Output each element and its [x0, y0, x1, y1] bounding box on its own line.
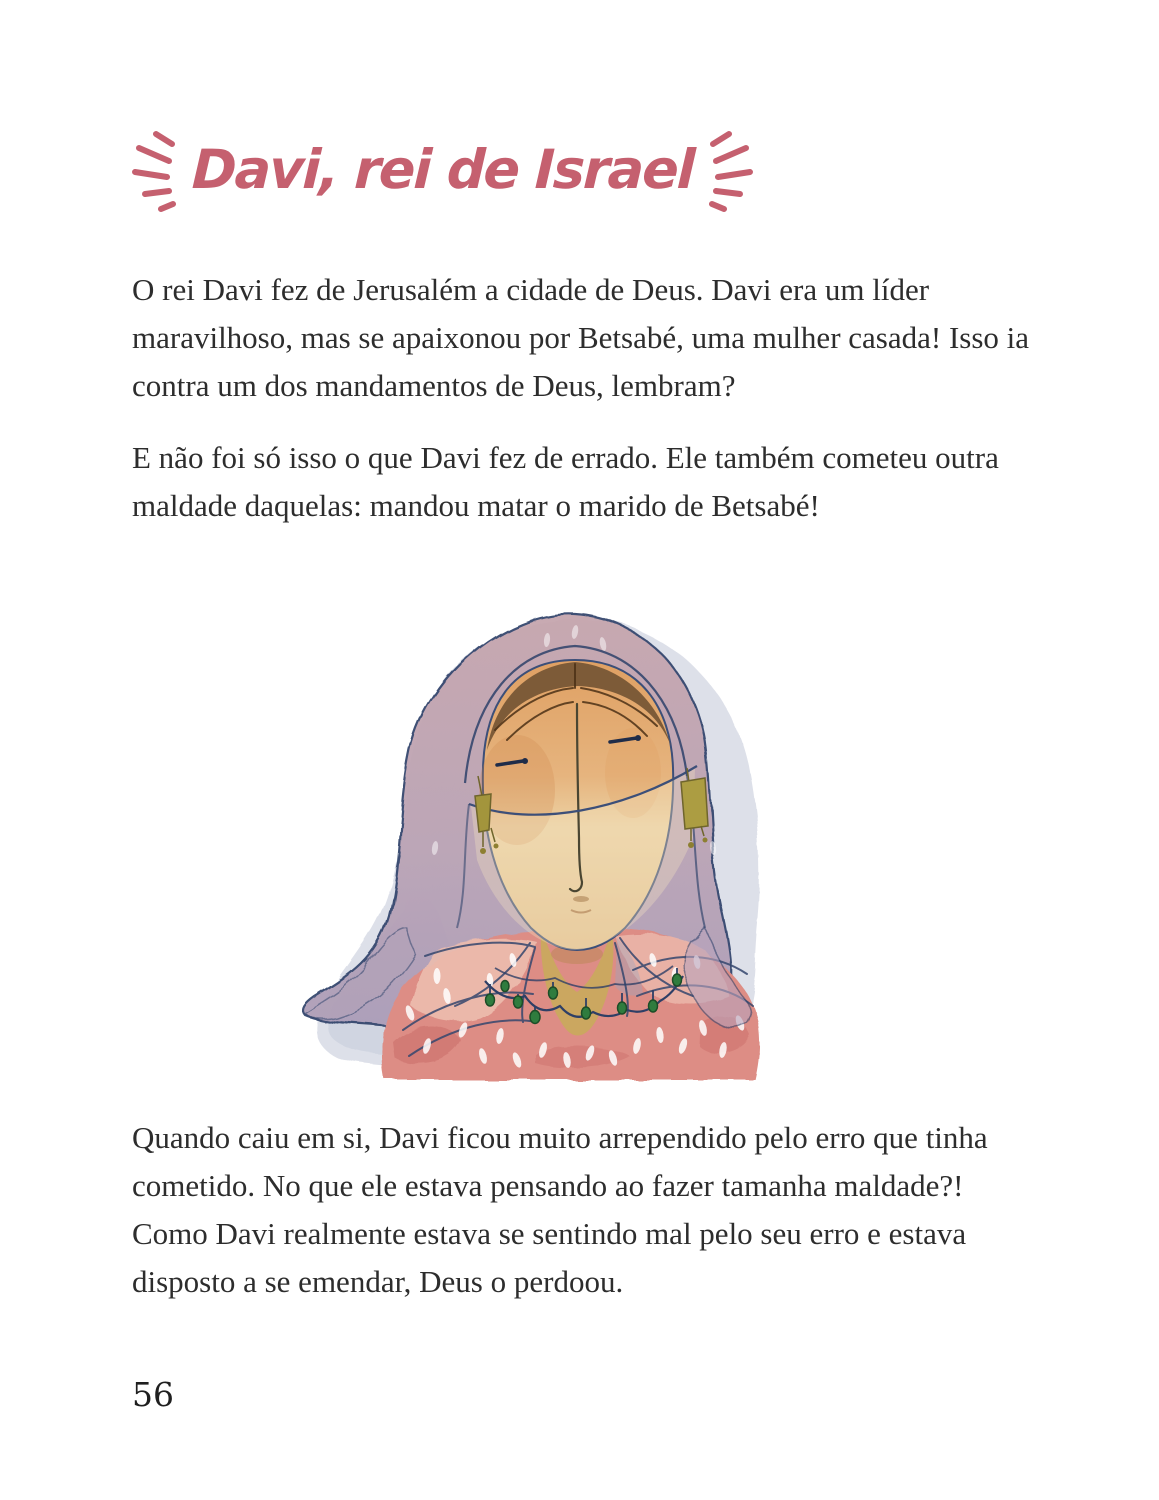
paragraph-2: E não foi só isso o que Davi fez de errado. Ele também cometeu outra maldade daquelas: mandou matar o marido de Betsabé! — [132, 440, 999, 523]
paragraph-1: O rei Davi fez de Jerusalém a cidade de Deus. Davi era um líder maravilhoso, mas se apaixonou por Betsabé, uma mulher casada! Isso ia contra um dos mandamentos de Deus, lembram? — [132, 272, 1030, 403]
burst-left-icon — [130, 126, 176, 212]
page-number: 56 — [132, 1375, 174, 1414]
chapter-heading — [130, 126, 755, 212]
mouth — [573, 896, 589, 902]
page-title: Davi, rei de Israel — [190, 137, 695, 201]
illustration-betsabe — [285, 598, 785, 1098]
burst-right-icon — [709, 126, 755, 212]
paragraph-3: Quando caiu em si, Davi ficou muito arrependido pelo erro que tinha cometido. No que ele estava pensando ao fazer tamanha maldade?! Como Davi realmente estava se sentindo mal pelo seu erro e estava disposto a se emendar, Deus o perdoou. — [132, 1120, 988, 1299]
